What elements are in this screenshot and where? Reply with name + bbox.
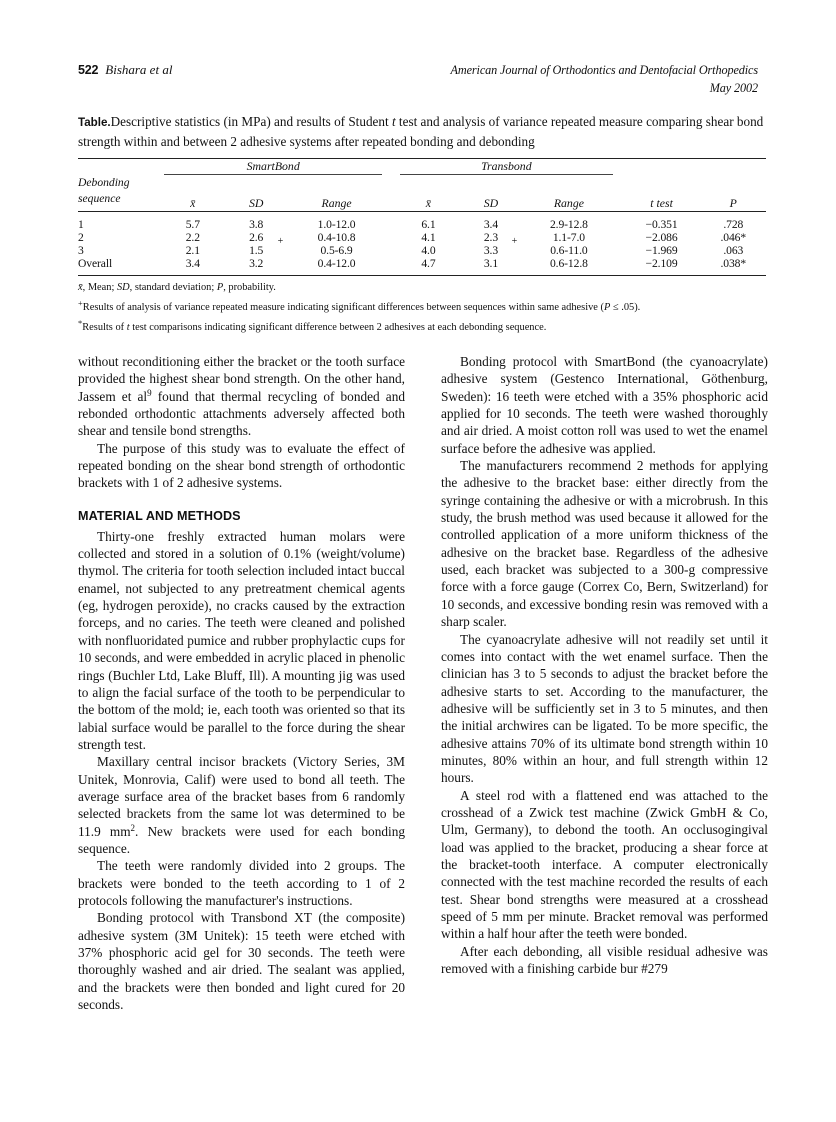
paragraph-application-methods: The manufacturers recommend 2 methods for applying the adhesive to the bracket base: either directly from the syringe containing the adhesive or with a microbrush. In this study, the brush method was used because it allowed for the controlled application of a more uniform thickness of the adhesive on the bracket base. Regardless of the adhesive used, each bracket was subjected to a 300-g compressive force with a force gauge (Correx Co, Bern, Switzerland) for 10 seconds, and excessive bonding resin was removed with a sharp scaler. bbox=[441, 458, 768, 630]
table-row bbox=[78, 212, 766, 232]
table-caption-italic-t: t bbox=[391, 114, 396, 129]
cell-tb-sd bbox=[457, 257, 525, 276]
column-header-sb-mean: x̄ bbox=[190, 196, 196, 211]
group-header-transbond: Transbond bbox=[400, 159, 613, 175]
table-label: Table. bbox=[78, 116, 111, 129]
cell-ttest: −1.969 bbox=[645, 244, 678, 258]
cell-sb-mean: 2.1 bbox=[185, 244, 200, 258]
cell-tb-sd bbox=[457, 231, 525, 248]
table-stub-spacer bbox=[78, 159, 164, 175]
statistics-table-wrapper bbox=[78, 158, 766, 276]
cell-sequence: Overall bbox=[78, 257, 113, 271]
cell-tb-sd-value: 3.4 bbox=[483, 218, 499, 232]
table-caption-part1: Descriptive statistics (in MPa) and results of Student bbox=[110, 114, 392, 129]
stub-head-line2: sequence bbox=[78, 191, 121, 205]
cell-sequence: 1 bbox=[78, 218, 84, 232]
footnote-dagger-marker: + bbox=[78, 297, 83, 308]
cell-sb-range: 0.4-12.0 bbox=[317, 257, 356, 271]
paragraph-brackets bbox=[78, 753, 405, 857]
table-group-header-row bbox=[78, 159, 766, 175]
section-heading-material-and-methods: MATERIAL AND METHODS bbox=[78, 508, 241, 523]
group-spacer-p bbox=[701, 159, 766, 175]
cell-sb-sd-value: 1.5 bbox=[249, 244, 264, 258]
cell-tb-mean: 4.0 bbox=[421, 244, 436, 258]
group-header-smartbond: SmartBond bbox=[164, 159, 382, 175]
paragraph-continued-text: without reconditioning either the bracket or the tooth surface provided the highest shear bond strength. On the other hand, Jassem et al bbox=[78, 354, 405, 404]
footnote-anova bbox=[78, 297, 778, 317]
cell-sb-sd-value: 3.2 bbox=[249, 257, 264, 271]
cell-ttest: −2.086 bbox=[645, 231, 678, 245]
cell-sb-range: 1.0-12.0 bbox=[317, 218, 356, 232]
right-column bbox=[441, 353, 768, 1013]
row-gap-2 bbox=[613, 231, 623, 244]
cell-sb-mean: 3.4 bbox=[185, 257, 200, 271]
paragraph-residual-adhesive: After each debonding, all visible residual adhesive was removed with a finishing carbide bur #279 bbox=[441, 943, 768, 977]
running-head-left bbox=[78, 62, 172, 78]
column-header-tb-mean: x̄ bbox=[425, 196, 432, 211]
table-footnotes bbox=[78, 280, 778, 337]
table-row bbox=[78, 257, 766, 276]
paragraph-specimens: Thirty-one freshly extracted human molars were collected and stored in a solution of 0.1% (weight/volume) thymol. The criteria for tooth selection included intact buccal enamel, not subjected to any pretreatment chemical agents (eg, hydrogen peroxide), no cracks caused by the extraction forceps, and no caries. The teeth were cleaned and polished with nonfluoridated pumice and rubber prophylactic cups for 10 seconds, and were embedded in acrylic placed in phenolic rings (Buchler Ltd, Lake Bluff, Ill). A mounting jig was used to align the facial surface of the tooth to be perpendicular to the bottom of the mold; ie, each tooth was oriented so that its labial surface would be parallel to the force during the shear strength test. bbox=[78, 528, 405, 752]
column-header-tb-range: Range bbox=[553, 196, 584, 211]
column-header-ttest: t test bbox=[650, 196, 673, 211]
body-columns bbox=[78, 353, 768, 1013]
paragraph-smartbond-protocol: Bonding protocol with SmartBond (the cyanoacrylate) adhesive system (Gestenco International, Göthenburg, Sweden): 16 teeth were etched with a 35% phosphoric acid applied for 10 seconds. The teeth were washed thoroughly and air dried. A moist cotton roll was used to wet the enamel surface before the adhesive was applied. bbox=[441, 354, 768, 456]
cell-tb-sd-value: 3.3 bbox=[483, 244, 499, 258]
statistics-table bbox=[78, 158, 766, 276]
cell-sequence: 3 bbox=[78, 244, 84, 258]
running-head bbox=[78, 62, 758, 97]
table-caption bbox=[78, 112, 766, 152]
cell-p: .728 bbox=[723, 218, 744, 232]
cell-tb-sd-value: 2.3 bbox=[483, 231, 499, 245]
cell-ttest: −0.351 bbox=[645, 218, 678, 232]
row-gap-2 bbox=[613, 257, 623, 276]
column-header-p: P bbox=[729, 196, 737, 211]
paragraph-groups: The teeth were randomly divided into 2 groups. The brackets were bonded to the teeth according to 1 of 2 protocols following the manufacturer's instructions. bbox=[78, 858, 405, 908]
row-gap bbox=[382, 257, 400, 276]
paragraph-brackets-a: Maxillary central incisor brackets (Victory Series, 3M Unitek, Monrovia, Calif) were used to bond all teeth. The average surface area of the bracket bases from 6 randomly selected brackets from the same lot was determined to be 11.9 mm bbox=[78, 754, 405, 839]
row-gap-2 bbox=[613, 244, 623, 257]
group-gap bbox=[382, 159, 400, 175]
footnote-anova-p: P bbox=[603, 301, 611, 313]
table-caption-part2: test and analysis of variance repeated measure comparing shear bond strength within and between 2 adhesive systems after repeated bonding and debonding bbox=[78, 114, 764, 150]
footnote-star-marker: * bbox=[78, 317, 83, 328]
footnote-ttest-text-b: test comparisons indicating significant difference between 2 adhesives at each debonding sequence. bbox=[129, 321, 547, 333]
footnote-abbr-p: P bbox=[216, 282, 224, 293]
paragraph-cyanoacrylate-setting: The cyanoacrylate adhesive will not readily set until it comes into contact with the wet enamel surface. Then the clinician has 3 to 5 seconds to adjust the bracket before the adhesive starts to set. According to the manufacturer, the adhesive will be sufficiently set in 3 to 5 minutes, and then the initial archwires can be ligated. To be more specific, the adhesive attains 70% of its ultimate bond strength within 10 minutes, 80% within an hour, and full strength within 12 hours. bbox=[441, 631, 768, 786]
cell-sb-range: 0.4-10.8 bbox=[317, 231, 356, 245]
anova-marker-smartbond: + bbox=[277, 236, 284, 248]
footnote-ttest bbox=[78, 317, 778, 337]
cell-tb-range: 0.6-11.0 bbox=[550, 244, 588, 258]
column-header-sb-range: Range bbox=[321, 196, 352, 211]
cell-tb-mean: 4.1 bbox=[421, 231, 436, 245]
running-head-right bbox=[451, 62, 758, 97]
running-head-authors: Bishara et al bbox=[105, 62, 173, 77]
paragraph-brackets-b: . New brackets were used for each bonding sequence. bbox=[78, 823, 405, 856]
group-spacer-ttest bbox=[623, 159, 701, 175]
cell-sb-range: 0.5-6.9 bbox=[320, 244, 353, 258]
footnote-abbr-a: , Mean; bbox=[82, 282, 117, 293]
row-gap bbox=[382, 212, 400, 232]
cell-tb-sd bbox=[457, 244, 525, 257]
superscript-squared: 2 bbox=[130, 822, 136, 833]
cell-p: .038* bbox=[720, 257, 747, 271]
cell-tb-range: 1.1-7.0 bbox=[552, 231, 585, 245]
paragraph-transbond-protocol: Bonding protocol with Transbond XT (the composite) adhesive system (3M Unitek): 15 teeth were etched with 37% phosphoric acid gel for 30 seconds. The teeth were thoroughly washed and air dried. The sealant was applied, and the brackets were then bonded and light cured for 20 seconds. bbox=[78, 910, 405, 1013]
cell-sb-sd-value: 3.8 bbox=[249, 218, 264, 232]
column-header-debonding-sequence bbox=[78, 175, 164, 212]
row-gap bbox=[382, 244, 400, 257]
table-column-header-row bbox=[78, 175, 766, 212]
issue-date: May 2002 bbox=[709, 80, 758, 95]
paragraph-purpose: The purpose of this study was to evaluate the effect of repeated bonding on the shear bond strength of orthodontic brackets with 1 of 2 adhesive systems. bbox=[78, 440, 405, 491]
cell-p: .046* bbox=[720, 231, 747, 245]
page-number: 522 bbox=[78, 63, 99, 77]
paragraph-continued-rest: found that thermal recycling of bonded and rebonded orthodontic attachments adversely affected both shear and tensile bond strengths. bbox=[78, 388, 405, 439]
footnote-ttest-text-a: Results of bbox=[82, 321, 127, 333]
cell-sb-sd bbox=[221, 257, 291, 276]
cell-sb-sd bbox=[221, 231, 291, 248]
cell-sb-mean: 5.7 bbox=[185, 218, 200, 232]
cell-p: .063 bbox=[723, 244, 744, 258]
cell-tb-range: 0.6-12.8 bbox=[549, 257, 588, 271]
cell-ttest: −2.109 bbox=[645, 257, 678, 271]
left-column bbox=[78, 353, 405, 1013]
footnote-abbr-c: , probability. bbox=[223, 282, 276, 293]
table-row bbox=[78, 231, 766, 244]
cell-sequence: 2 bbox=[78, 231, 84, 245]
row-gap-2 bbox=[613, 212, 623, 232]
cell-sb-sd bbox=[221, 212, 291, 232]
cell-tb-mean: 6.1 bbox=[421, 218, 436, 232]
column-header-tb-sd: SD bbox=[483, 196, 499, 211]
cell-sb-mean: 2.2 bbox=[185, 231, 200, 245]
column-header-sb-sd: SD bbox=[248, 196, 264, 211]
table-row bbox=[78, 244, 766, 257]
group-gap-2 bbox=[613, 159, 623, 175]
cell-tb-mean: 4.7 bbox=[421, 257, 436, 271]
cell-sb-sd-value: 2.6 bbox=[249, 231, 264, 245]
cell-tb-range: 2.9-12.8 bbox=[549, 218, 588, 232]
stub-head-line1: Debonding bbox=[78, 175, 130, 189]
header-gap bbox=[382, 175, 400, 212]
header-gap-2 bbox=[613, 175, 623, 212]
reference-marker-9: 9 bbox=[147, 387, 152, 398]
footnote-anova-text-b: ≤ .05). bbox=[610, 301, 641, 313]
footnote-ttest-t: t bbox=[126, 321, 130, 333]
cell-sb-sd bbox=[221, 244, 291, 257]
footnote-anova-text-a: Results of analysis of variance repeated measure indicating significant differences between sequences within same adhesive ( bbox=[82, 301, 604, 313]
cell-tb-sd-value: 3.1 bbox=[483, 257, 499, 271]
footnote-xbar: x̄ bbox=[78, 282, 83, 293]
journal-title: American Journal of Orthodontics and Dentofacial Orthopedics bbox=[450, 63, 758, 77]
paragraph-test-machine: A steel rod with a flattened end was attached to the crosshead of a Zwick test machine (Zwick GmbH & Co, Ulm, Germany), to debond the tooth. An occlusogingival load was applied to the bracket, producing a shear force at the bracket-tooth interface. A computer electronically connected with the test machine recorded the results of each test. Shear bond strengths were measured at a crosshead speed of 5 mm per minute. Bracket removal was performed within a half hour after the teeth were bonded. bbox=[441, 787, 768, 942]
paragraph-continued bbox=[78, 353, 405, 440]
cell-tb-sd bbox=[457, 212, 525, 232]
anova-marker-transbond: + bbox=[511, 236, 518, 248]
row-gap bbox=[382, 231, 400, 244]
footnote-abbreviations bbox=[78, 280, 778, 297]
footnote-abbr-sd: SD bbox=[116, 282, 130, 293]
footnote-abbr-b: , standard deviation; bbox=[129, 282, 217, 293]
